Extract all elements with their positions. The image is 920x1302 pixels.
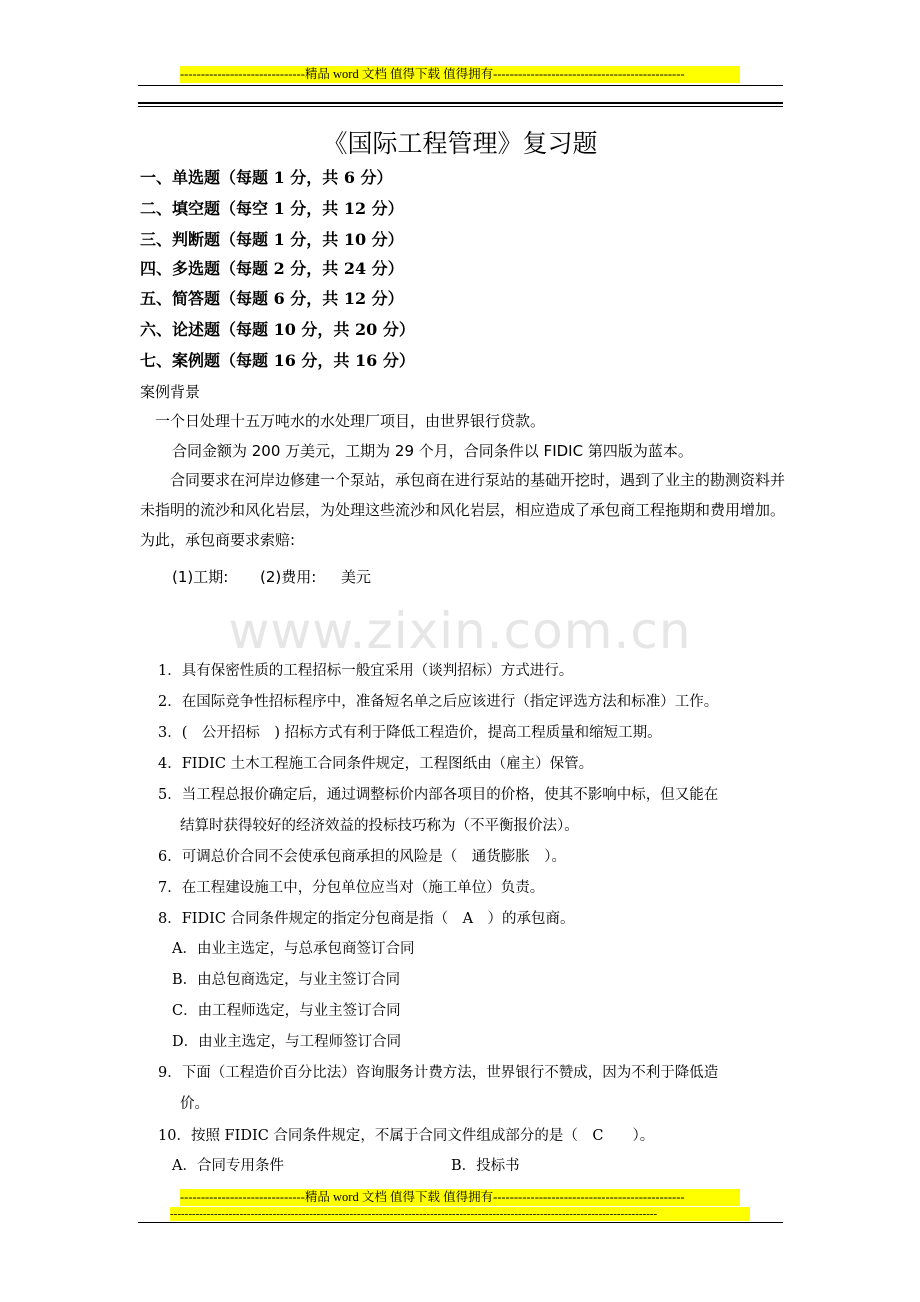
- question-1: 1．具有保密性质的工程招标一般宜采用（谈判招标）方式进行。: [158, 663, 574, 679]
- case-heading: 案例背景: [140, 383, 201, 401]
- header-rule-thick: [138, 102, 783, 104]
- question-3: 3．( 公开招标 ) 招标方式有利于降低工程造价，提高工程质量和缩短工期。: [158, 725, 662, 741]
- question-7: 7．在工程建设施工中，分包单位应当对（施工单位）负责。: [158, 880, 545, 896]
- question-6: 6．可调总价合同不会使承包商承担的风险是（ 通货膨胀 ）。: [158, 849, 566, 865]
- question-4: 4．FIDIC 土木工程施工合同条件规定，工程图纸由（雇主）保管。: [158, 756, 594, 772]
- section-heading-2: 二、填空题（每空 1 分，共 12 分）: [140, 199, 404, 218]
- question-2: 2．在国际竞争性招标程序中，准备短名单之后应该进行（指定评选方法和标准）工作。: [158, 694, 719, 710]
- question-10: 10．按照 FIDIC 合同条件规定，不属于合同文件组成部分的是（ C ）。: [158, 1128, 655, 1144]
- question-8: 8．FIDIC 合同条件规定的指定分包商是指（ A ）的承包商。: [158, 911, 575, 927]
- question-10-option-a: A．合同专用条件: [172, 1158, 284, 1174]
- section-heading-1: 一、单选题（每题 1 分，共 6 分）: [140, 168, 393, 187]
- case-line-2: 合同金额为 200 万美元，工期为 29 个月，合同条件以 FIDIC 第四版为蓝本。: [172, 442, 693, 460]
- watermark: www.zixin.com.cn: [228, 602, 692, 660]
- section-heading-6: 六、论述题（每题 10 分，共 20 分）: [140, 320, 415, 339]
- header-banner: ------------------------------精品 word 文档 值得下载 值得拥有----------------------------------------------: [180, 66, 740, 83]
- case-claim-unit: 美元: [341, 568, 372, 586]
- footer-banner-dashes: -------------------------------------------------------------------------------------------------------------------------------------: [170, 1207, 750, 1221]
- section-heading-3: 三、判断题（每题 1 分，共 10 分）: [140, 230, 404, 249]
- question-8-option-d: D．由业主选定，与工程师签订合同: [172, 1034, 402, 1050]
- section-heading-4: 四、多选题（每题 2 分，共 24 分）: [140, 259, 404, 278]
- footer-banner: ------------------------------精品 word 文档 值得下载 值得拥有----------------------------------------------: [180, 1189, 740, 1206]
- case-claim-cost: (2)费用:: [260, 568, 317, 586]
- question-5-line-1: 5．当工程总报价确定后，通过调整标价内部各项目的价格，使其不影响中标，但又能在: [158, 787, 719, 803]
- section-heading-5: 五、简答题（每题 6 分，共 12 分）: [140, 289, 404, 308]
- document-title: 《国际工程管理》复习题: [322, 129, 598, 158]
- question-10-option-b: B．投标书: [451, 1158, 520, 1174]
- header-rule-thin-2: [138, 106, 783, 107]
- section-heading-7: 七、案例题（每题 16 分，共 16 分）: [140, 351, 415, 370]
- footer-rule: [138, 1222, 783, 1223]
- case-claim-duration: (1)工期:: [172, 568, 229, 586]
- question-5-line-2: 结算时获得较好的经济效益的投标技巧称为（不平衡报价法）。: [180, 818, 579, 834]
- header-rule-thin: [138, 85, 783, 86]
- question-8-option-c: C．由工程师选定，与业主签订合同: [172, 1003, 401, 1019]
- question-9-line-2: 价。: [180, 1096, 209, 1112]
- case-line-1: 一个日处理十五万吨水的水处理厂项目，由世界银行贷款。: [155, 412, 546, 430]
- question-8-option-b: B．由总包商选定，与业主签订合同: [172, 972, 401, 988]
- case-paragraph: 合同要求在河岸边修建一个泵站，承包商在进行泵站的基础开挖时，遇到了业主的勘测资料并未指明的流沙和风化岩层，为处理这些流沙和风化岩层，相应造成了承包商工程拖期和费用增加。为此，承包商要求索赔:: [140, 471, 786, 549]
- question-9-line-1: 9．下面（工程造价百分比法）咨询服务计费方法，世界银行不赞成，因为不利于降低造: [158, 1065, 719, 1081]
- question-8-option-a: A．由业主选定，与总承包商签订合同: [172, 941, 415, 957]
